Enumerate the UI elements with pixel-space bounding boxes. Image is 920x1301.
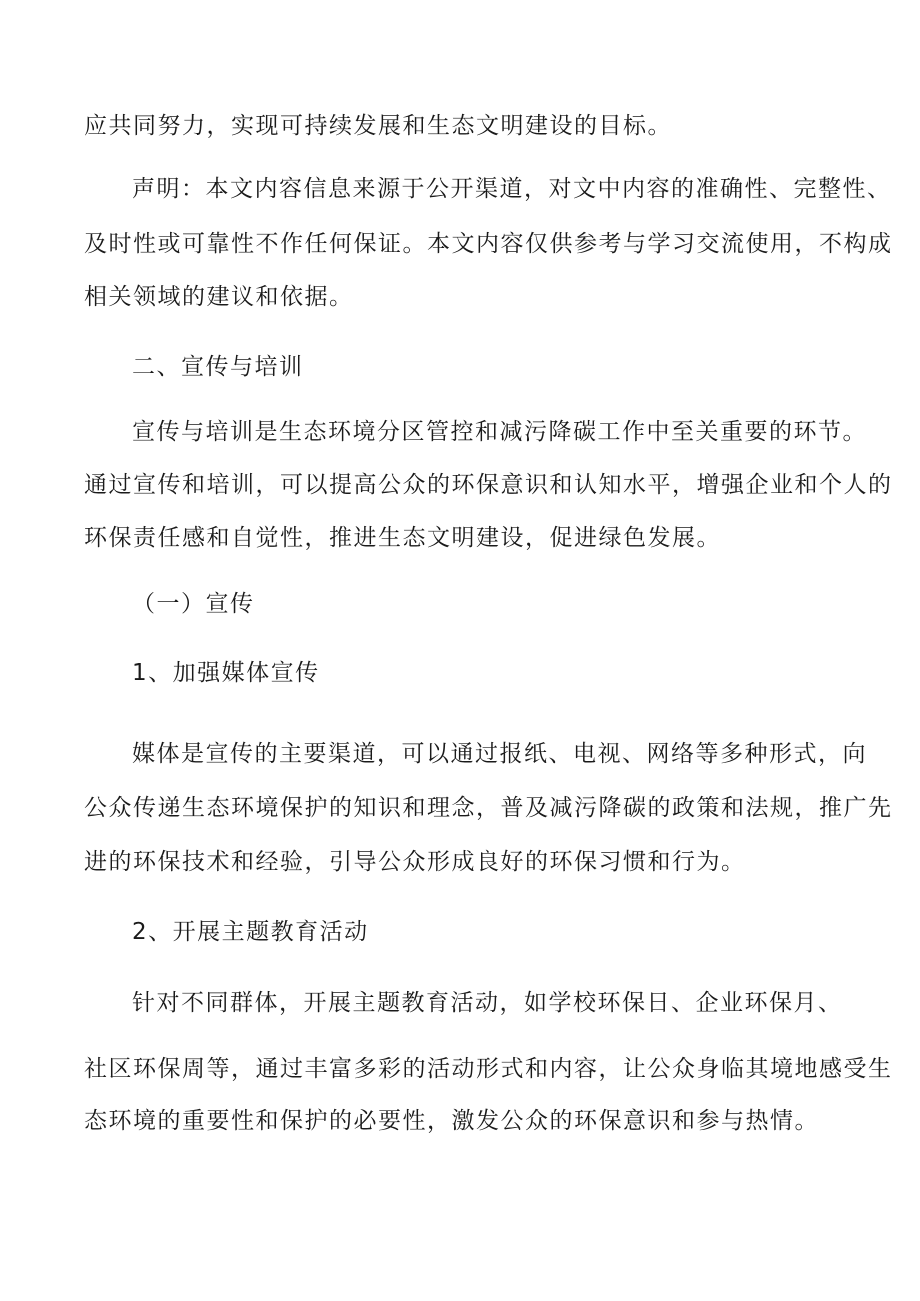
section-heading: 二、宣传与培训 [132, 354, 304, 380]
paragraph-line: 宣传与培训是生态环境分区管控和减污降碳工作中至关重要的环节。 [132, 419, 867, 445]
paragraph-line: 针对不同群体，开展主题教育活动，如学校环保日、企业环保月、 [132, 990, 843, 1016]
subsection-heading: （一）宣传 [132, 591, 255, 617]
item-heading: 1、加强媒体宣传 [132, 660, 320, 686]
text-line: 应共同努力，实现可持续发展和生态文明建设的目标。 [84, 113, 672, 139]
paragraph-line: 通过宣传和培训，可以提高公众的环保意识和认知水平，增强企业和个人的 [84, 472, 893, 498]
disclaimer-line: 相关领域的建议和依据。 [84, 284, 354, 310]
disclaimer-line: 声明：本文内容信息来源于公开渠道，对文中内容的准确性、完整性、 [132, 176, 892, 202]
disclaimer-line: 及时性或可靠性不作任何保证。本文内容仅供参考与学习交流使用，不构成 [84, 231, 893, 257]
item-heading: 2、开展主题教育活动 [132, 919, 369, 945]
paragraph-line: 媒体是宣传的主要渠道，可以通过报纸、电视、网络等多种形式，向 [132, 741, 867, 767]
paragraph-line: 社区环保周等，通过丰富多彩的活动形式和内容，让公众身临其境地感受生 [84, 1056, 893, 1082]
paragraph-line: 态环境的重要性和保护的必要性，激发公众的环保意识和参与热情。 [84, 1108, 819, 1134]
paragraph-line: 环保责任感和自觉性，推进生态文明建设，促进绿色发展。 [84, 525, 721, 551]
paragraph-line: 进的环保技术和经验，引导公众形成良好的环保习惯和行为。 [84, 849, 746, 875]
paragraph-line: 公众传递生态环境保护的知识和理念，普及减污降碳的政策和法规，推广先 [84, 795, 893, 821]
